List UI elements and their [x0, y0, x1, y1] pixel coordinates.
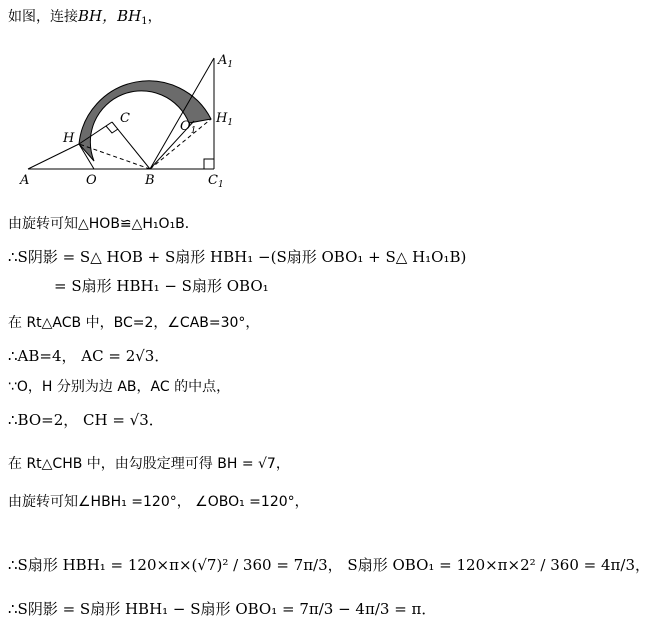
label-O1: $O_1$ — [180, 119, 197, 136]
right-angle-C1 — [204, 159, 214, 169]
label-H1: $H_1$ — [216, 111, 234, 128]
midpoint-line: ∵O，H 分别为边 AB，AC 的中点， — [8, 379, 231, 395]
intro-text: 如图，连接 — [8, 9, 78, 25]
label-C1: $C_1$ — [208, 173, 224, 190]
rt-acb-line: 在 Rt△ACB 中，BC=2，∠CAB=30°， — [8, 315, 260, 331]
final-area-line: ∴S阴影 = S扇形 HBH₁ − S扇形 OBO₁ = 7π/3 − 4π/3 = π． — [8, 600, 437, 618]
label-A1: $A_1$ — [218, 53, 234, 70]
geometry-figure — [14, 34, 274, 194]
rotation-congruent-line: 由旋转可知△HOB≌△H₁O₁B． — [8, 216, 199, 232]
intro-line — [8, 6, 162, 32]
rt-chb-line: 在 Rt△CHB 中，由勾股定理可得 BH = √7， — [8, 456, 290, 472]
label-A: A — [20, 173, 30, 188]
bo-ch-line: ∴BO=2， CH = √3． — [8, 411, 164, 429]
area-shadow-line-2: = S扇形 HBH₁ − S扇形 OBO₁ — [54, 277, 269, 295]
label-H: H — [63, 131, 75, 146]
shaded-region — [79, 81, 211, 161]
area-shadow-line-1: ∴S阴影 = S△ HOB + S扇形 HBH₁ −(S扇形 OBO₁ + S△ H₁O₁B) — [8, 248, 467, 266]
intro-vars: BH，BH — [78, 7, 142, 25]
ab-ac-line: ∴AB=4， AC = 2√3． — [8, 347, 170, 365]
intro-end: ， — [147, 9, 162, 25]
label-C: C — [120, 111, 130, 126]
intro-sub: 1 — [141, 16, 148, 27]
rotation-angles-line: 由旋转可知∠HBH₁ =120°， ∠OBO₁ =120°， — [8, 494, 309, 510]
label-B: B — [145, 173, 155, 188]
sector-areas-line: ∴S扇形 HBH₁ = 120×π×(√7)² / 360 = 7π/3， S扇形 OBO₁ = 120×π×2² / 360 = 4π/3， — [8, 556, 650, 574]
label-O: O — [86, 173, 97, 188]
line-AH — [28, 144, 79, 169]
